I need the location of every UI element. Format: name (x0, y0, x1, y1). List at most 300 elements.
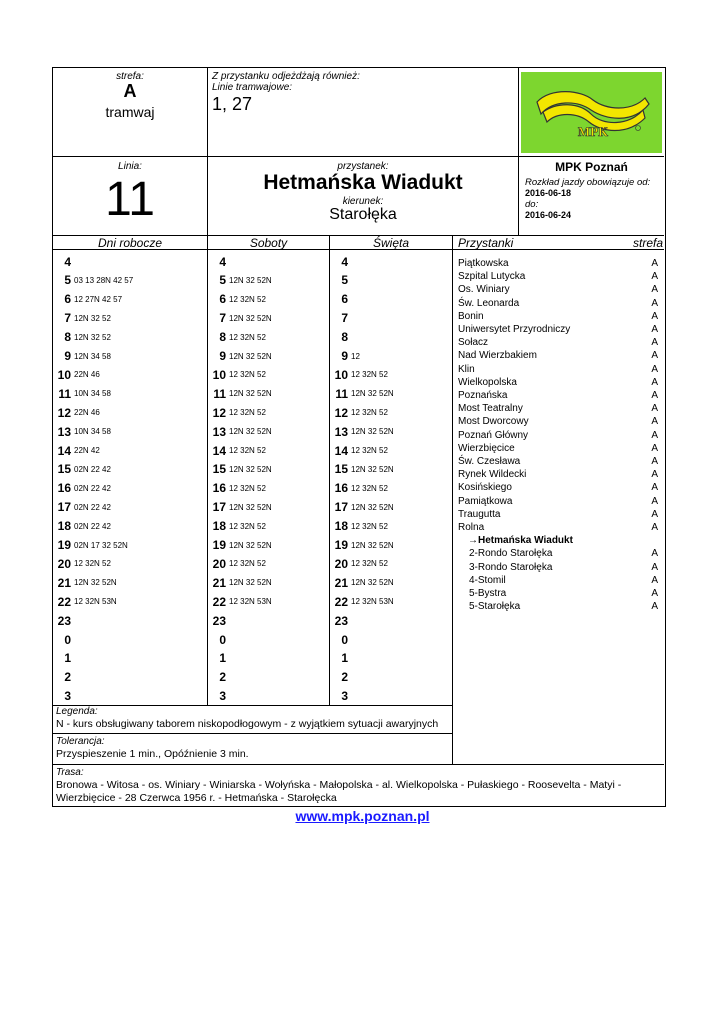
stop-zone: A (651, 561, 658, 573)
hour-value: 11 (335, 386, 348, 401)
hour-value: 17 (212, 500, 226, 515)
stop-name: Traugutta (458, 508, 501, 520)
hour-row (330, 422, 452, 441)
hour-row (330, 460, 452, 479)
departure-minutes: 22N 46 (74, 408, 100, 418)
tolerance-text: Przyspieszenie 1 min., Opóźnienie 3 min. (56, 748, 249, 760)
hour-value: 21 (334, 575, 348, 590)
stop-zone: A (651, 363, 658, 375)
hour-row (208, 479, 329, 498)
stop-item (458, 270, 658, 283)
hour-row (208, 649, 329, 668)
valid-from-label: Rozkład jazdy obowiązuje od: (525, 177, 651, 188)
hour-value: 15 (57, 462, 71, 477)
hour-row (330, 347, 452, 366)
stop-zone: A (651, 442, 658, 454)
hour-row (330, 649, 452, 668)
hour-row (208, 403, 329, 422)
hour-row (53, 517, 207, 536)
hour-value: 14 (334, 443, 348, 458)
hour-row (208, 536, 329, 555)
hour-value: 8 (219, 330, 226, 345)
stop-name: 2-Rondo Starołęka (469, 548, 553, 560)
operator-name: MPK Poznań (555, 160, 628, 174)
hour-row (53, 554, 207, 573)
hour-value: 23 (57, 613, 71, 628)
hour-value: 3 (64, 689, 71, 704)
direction-label: kierunek: (342, 196, 384, 207)
stop-item (458, 336, 658, 349)
hour-value: 3 (219, 689, 226, 704)
hour-value: 19 (57, 538, 71, 552)
hour-value: 19 (212, 538, 226, 552)
hour-value: 13 (57, 424, 71, 439)
hour-row (208, 271, 329, 290)
logo-text: MPK (577, 124, 609, 139)
stop-item (458, 600, 658, 613)
stop-item (458, 297, 658, 310)
valid-to: 2016-06-24 (525, 210, 572, 220)
hour-row (53, 573, 207, 592)
hour-value: 22 (57, 594, 71, 609)
hour-row (330, 517, 452, 536)
departure-minutes: 12 32N 52 (229, 483, 266, 493)
hour-row (53, 460, 207, 479)
stop-item (458, 468, 658, 481)
departure-minutes: 12N 32 52N (351, 389, 394, 399)
vehicle-type: tramwaj (105, 104, 155, 120)
hour-value: 1 (219, 651, 226, 666)
stop-item (458, 508, 658, 521)
departure-minutes: 12 27N 42 57 (74, 294, 123, 304)
hour-value: 1 (341, 651, 348, 666)
stop-name: Nad Wierzbakiem (458, 350, 537, 362)
hour-row (208, 347, 329, 366)
stop-item (458, 521, 658, 534)
hour-row (330, 592, 452, 611)
also-departs-label: Z przystanku odjeżdżają również: (212, 71, 360, 82)
departure-minutes: 02N 22 42 (74, 483, 111, 493)
hour-row (208, 365, 329, 384)
hour-value: 13 (334, 424, 348, 439)
hour-value: 9 (341, 349, 348, 363)
hour-row (53, 252, 207, 271)
line-number: 11 (105, 173, 155, 226)
stop-name: 4-Stomil (469, 574, 506, 586)
departure-minutes: 12N 32 52N (351, 464, 394, 474)
stop-name: Klin (458, 363, 475, 375)
hour-row (208, 630, 329, 649)
stop-item (458, 415, 658, 428)
hour-value: 18 (57, 519, 71, 534)
stop-zone: A (651, 601, 658, 613)
hour-row (208, 573, 329, 592)
stop-item (458, 561, 658, 574)
hour-value: 8 (64, 330, 71, 345)
hour-row (208, 384, 329, 403)
hour-row (208, 687, 329, 706)
hour-row (53, 592, 207, 611)
hour-row (53, 611, 207, 630)
departure-minutes: 10N 34 58 (74, 427, 111, 437)
stop-item (458, 547, 658, 560)
hour-value: 7 (341, 311, 348, 326)
stop-name: Sołacz (458, 337, 489, 349)
stop-item (458, 283, 658, 296)
hour-row (330, 687, 452, 706)
stop-name: Most Teatralny (458, 403, 523, 415)
hour-row (208, 611, 329, 630)
departure-minutes: 12 32N 52 (351, 446, 388, 455)
hour-value: 13 (212, 424, 226, 439)
hour-row (53, 290, 207, 309)
departure-minutes: 12 32N 52 (229, 370, 266, 380)
hour-row (330, 403, 452, 422)
hour-value: 20 (334, 556, 348, 571)
hour-value: 0 (219, 632, 226, 647)
stop-zone: A (651, 548, 658, 560)
stops-header: Przystanki (458, 236, 514, 250)
stop-item (458, 310, 658, 323)
hour-row (208, 498, 329, 517)
stop-name: 5-Starołęka (469, 601, 521, 613)
departure-minutes: 12 32N 52 (351, 483, 388, 493)
stop-item (458, 257, 658, 270)
stop-item (458, 442, 658, 455)
hour-row (330, 554, 452, 573)
departure-minutes: 12 32N 53N (229, 597, 272, 607)
hour-row (330, 309, 452, 328)
hour-value: 17 (334, 500, 348, 515)
route-label: Trasa: (56, 767, 84, 778)
hour-value: 6 (219, 292, 226, 307)
valid-to-label: do: (525, 199, 539, 210)
stop-name: Kosińskiego (458, 482, 512, 494)
hour-row (330, 328, 452, 347)
hour-row (330, 498, 452, 517)
hour-row (53, 687, 207, 706)
departure-minutes: 12N 32 52 (74, 313, 111, 323)
hour-row (208, 328, 329, 347)
hour-value: 1 (64, 651, 71, 666)
other-lines: 1, 27 (212, 94, 253, 114)
hour-value: 11 (58, 386, 71, 401)
stop-zone: A (651, 456, 658, 467)
hour-row (208, 441, 329, 460)
hour-row (53, 347, 207, 366)
departure-minutes: 22N 46 (74, 370, 100, 380)
zone-label: strefa: (116, 71, 144, 82)
stop-name: Wierzbięcice (458, 442, 515, 454)
weekdays-header: Dni robocze (97, 236, 163, 250)
stop-item (458, 389, 658, 402)
hour-value: 14 (57, 443, 71, 458)
hour-row (53, 668, 207, 687)
zone-value: A (123, 81, 137, 101)
timetable-sheet (52, 67, 666, 807)
hour-row (330, 441, 452, 460)
stop-item (458, 495, 658, 508)
legend-label: Legenda: (56, 706, 98, 717)
departure-minutes: 12N 32 52N (229, 389, 272, 399)
mpk-logo (521, 72, 662, 153)
hour-row (330, 611, 452, 630)
stop-item (458, 481, 658, 494)
departure-minutes: 12N 32 52N (74, 578, 117, 588)
hour-value: 12 (212, 405, 226, 420)
stop-zone: A (651, 258, 658, 269)
hour-row (330, 252, 452, 271)
hour-value: 23 (334, 613, 348, 628)
departure-minutes: 12 32N 52 (229, 559, 266, 569)
hour-value: 20 (212, 556, 226, 571)
departure-minutes: 12 32N 52 (229, 294, 266, 304)
hour-row (53, 498, 207, 517)
hour-row (53, 328, 207, 347)
stop-name: →Hetmańska Wiadukt (468, 535, 573, 547)
hour-value: 5 (219, 273, 226, 288)
departure-minutes: 12N 32 52N (229, 313, 272, 323)
hour-row (53, 441, 207, 460)
departure-minutes: 12N 32 52N (229, 427, 272, 437)
departure-minutes: 12N 34 58 (74, 351, 111, 361)
departure-minutes: 12 32N 52 (351, 521, 388, 531)
departure-minutes: 12 32N 53N (351, 597, 394, 607)
stop-zone: A (651, 588, 658, 599)
hour-value: 12 (334, 405, 348, 420)
stop-zone: A (651, 522, 658, 533)
hour-value: 18 (212, 519, 226, 534)
stop-zone: A (651, 469, 658, 481)
hour-value: 22 (334, 594, 348, 609)
departure-minutes: 12N 32 52N (351, 502, 394, 512)
stop-zone: A (651, 416, 658, 428)
departure-minutes: 12N 32 52N (229, 351, 272, 361)
hour-row (53, 630, 207, 649)
stop-zone: A (651, 482, 658, 494)
line-label: Linia: (118, 161, 142, 172)
mpk-website-link[interactable]: www.mpk.poznan.pl (295, 808, 430, 824)
saturdays-header: Soboty (249, 236, 288, 250)
departure-minutes: 12N 32 52N (229, 464, 272, 474)
hour-row (208, 290, 329, 309)
departure-minutes: 12 32N 52 (229, 446, 266, 455)
stop-name: Wielkopolska (458, 376, 517, 388)
hour-value: 14 (212, 443, 226, 458)
hour-row (330, 290, 452, 309)
stop-zone: A (651, 284, 658, 296)
hour-row (53, 479, 207, 498)
stop-name: 5-Bystra (469, 588, 507, 599)
hour-value: 6 (341, 292, 348, 307)
hour-row (53, 649, 207, 668)
hour-value: 20 (57, 556, 71, 571)
stop-item (458, 349, 658, 362)
departure-minutes: 02N 17 32 52N (74, 540, 128, 550)
departure-minutes: 03 13 28N 42 57 (74, 275, 134, 285)
zone-header: strefa (632, 236, 663, 250)
hour-value: 6 (64, 292, 71, 307)
departure-minutes: 12N 32 52N (229, 502, 272, 512)
hour-value: 21 (57, 575, 71, 590)
route-text: Bronowa - Witosa - os. Winiary - Winiarska - Wołyńska - Małopolska - al. Wielkopolska - Pułaskiego - Roosevelta - Matyi - Wierzbięcice - 28 Czerwca 1956 r. - Hetmańska - Starołęcka (56, 779, 622, 804)
stop-item (458, 455, 658, 468)
departure-minutes: 12 32N 52 (229, 408, 266, 418)
hour-value: 19 (334, 538, 348, 552)
stop-zone: A (651, 310, 658, 322)
hour-row (330, 630, 452, 649)
stop-zone: A (651, 324, 658, 335)
hour-row (330, 271, 452, 290)
stop-zone: A (651, 495, 658, 507)
stop-name: Uniwersytet Przyrodniczy (458, 324, 571, 335)
hour-row (330, 573, 452, 592)
stop-name: Św. Czesława (458, 456, 521, 467)
departure-minutes: 12 32N 52 (351, 408, 388, 418)
departure-minutes: 12 32N 52 (229, 521, 266, 531)
stop-item (458, 376, 658, 389)
current-stop (458, 534, 658, 547)
stop-zone: A (651, 337, 658, 349)
stop-item (458, 587, 658, 600)
stop-name: 3-Rondo Starołęka (469, 561, 553, 573)
departure-minutes: 02N 22 42 (74, 502, 111, 512)
hour-value: 15 (334, 462, 348, 477)
hour-value: 5 (64, 273, 71, 288)
departure-minutes: 12 (351, 351, 360, 361)
stop-name: Os. Winiary (458, 284, 510, 296)
stop-zone: A (651, 350, 658, 362)
hour-value: 11 (213, 386, 226, 401)
stop-name: Szpital Lutycka (458, 271, 526, 283)
hour-value: 16 (212, 481, 226, 496)
stop-name: Poznań Główny (458, 429, 529, 441)
hour-value: 9 (219, 349, 226, 363)
stop-item (458, 363, 658, 376)
departure-minutes: 12 32N 53N (74, 597, 117, 607)
stop-zone: A (651, 403, 658, 415)
stop-zone: A (651, 574, 658, 586)
hour-value: 0 (341, 632, 348, 647)
departure-minutes: 02N 22 42 (74, 521, 111, 531)
hour-value: 10 (212, 367, 226, 382)
stop-name: Most Dworcowy (458, 416, 529, 428)
valid-from: 2016-06-18 (525, 188, 572, 198)
hour-value: 15 (212, 462, 226, 477)
holidays-header: Święta (372, 236, 410, 250)
departure-minutes: 12N 32 52N (229, 540, 272, 550)
hour-value: 12 (57, 405, 71, 420)
hour-value: 3 (341, 689, 348, 704)
stop-name: Hetmańska Wiadukt (263, 171, 463, 194)
hour-row (208, 554, 329, 573)
hour-row (53, 271, 207, 290)
hour-value: 8 (341, 330, 348, 345)
direction: Starołęka (329, 206, 397, 223)
hour-value: 4 (341, 254, 348, 269)
stop-name: Rynek Wildecki (458, 469, 527, 481)
stop-item (458, 402, 658, 415)
hour-value: 2 (341, 670, 348, 685)
hour-row (208, 668, 329, 687)
hour-row (53, 365, 207, 384)
hour-row (330, 536, 452, 555)
hour-value: 18 (334, 519, 348, 534)
tolerance-label: Tolerancja: (56, 736, 105, 747)
hour-value: 21 (212, 575, 226, 590)
mpk-logo-icon (521, 72, 662, 153)
departure-minutes: 10N 34 58 (74, 389, 111, 399)
hour-row (330, 365, 452, 384)
hour-row (208, 517, 329, 536)
hour-value: 7 (219, 311, 226, 326)
stop-name: Bonin (458, 310, 484, 322)
hour-value: 22 (212, 594, 226, 609)
hour-row (208, 422, 329, 441)
stop-item (458, 429, 658, 442)
hour-value: 4 (64, 254, 71, 269)
departure-minutes: 12N 32 52N (229, 275, 272, 285)
stop-zone: A (651, 429, 658, 441)
stop-name: Poznańska (458, 390, 508, 401)
departure-minutes: 12 32N 52 (74, 559, 111, 569)
stop-item (458, 323, 658, 336)
hour-row (53, 536, 207, 555)
departure-minutes: 12 32N 52 (351, 370, 388, 380)
hour-row (208, 252, 329, 271)
hour-value: 0 (64, 632, 71, 647)
hour-value: 4 (219, 254, 226, 269)
hour-row (330, 668, 452, 687)
hour-row (53, 384, 207, 403)
departure-minutes: 12N 32 52 (74, 332, 111, 342)
stop-item (458, 574, 658, 587)
hour-row (208, 460, 329, 479)
stop-name: Św. Leonarda (458, 297, 520, 309)
stop-zone: A (651, 376, 658, 388)
stop-zone: A (651, 508, 658, 520)
hour-row (208, 309, 329, 328)
hour-value: 17 (57, 500, 71, 515)
departure-minutes: 12N 32 52N (351, 540, 394, 550)
hour-row (53, 422, 207, 441)
stop-name: Piątkowska (458, 258, 509, 269)
stop-label: przystanek: (337, 161, 389, 172)
stop-zone: A (651, 297, 658, 309)
stop-name: Rolna (458, 522, 485, 533)
hour-value: 2 (64, 670, 71, 685)
departure-minutes: 12N 32 52N (351, 427, 394, 437)
hour-value: 9 (64, 349, 71, 363)
hour-value: 16 (334, 481, 348, 496)
stop-zone: A (651, 271, 658, 283)
departure-minutes: 02N 22 42 (74, 464, 111, 474)
departure-minutes: 12 32N 52 (229, 332, 266, 342)
hour-value: 10 (57, 367, 71, 382)
hour-value: 16 (57, 481, 71, 496)
departure-minutes: 12 32N 52 (351, 559, 388, 569)
departure-minutes: 12N 32 52N (229, 578, 272, 588)
hour-row (208, 592, 329, 611)
hour-value: 23 (212, 613, 226, 628)
stop-zone: A (651, 390, 658, 401)
hour-value: 5 (341, 273, 348, 288)
tram-lines-label: Linie tramwajowe: (212, 82, 293, 93)
hour-value: 2 (219, 670, 226, 685)
hour-row (53, 309, 207, 328)
legend-text: N - kurs obsługiwany taborem niskopodłogowym - z wyjątkiem sytuacji awaryjnych (56, 718, 439, 730)
hour-value: 10 (334, 367, 348, 382)
